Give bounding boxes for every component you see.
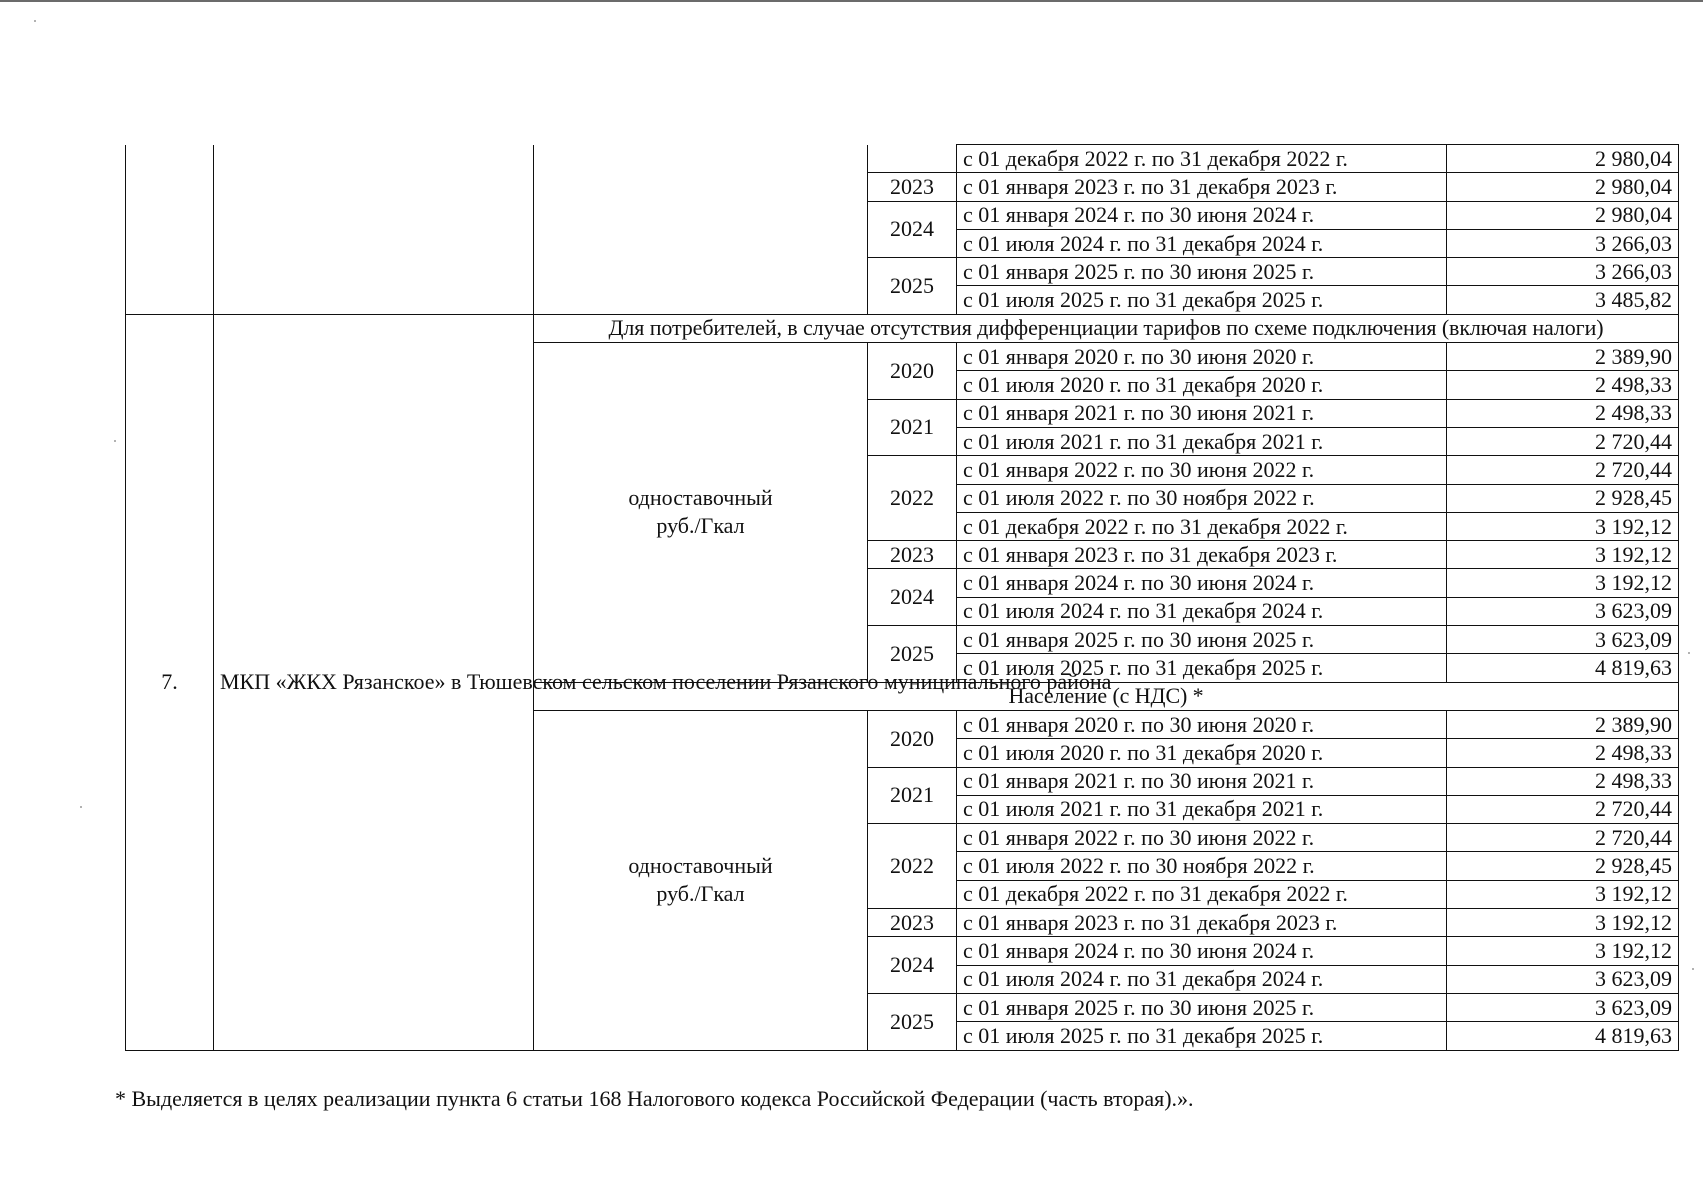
organization-name: МКП «ЖКХ Рязанское» в Тюшевском сельском поселении Рязанского муниципального района (214, 314, 534, 1050)
table-row (126, 145, 1679, 173)
period-cell: с 01 января 2022 г. по 30 июня 2022 г. (957, 456, 1447, 484)
period-cell: с 01 декабря 2022 г. по 31 декабря 2022 г. (957, 880, 1447, 908)
period-cell: с 01 января 2025 г. по 30 июня 2025 г. (957, 993, 1447, 1021)
period-cell: с 01 января 2023 г. по 31 декабря 2023 г. (957, 541, 1447, 569)
period-cell: с 01 января 2021 г. по 30 июня 2021 г. (957, 767, 1447, 795)
organization-cell (214, 145, 534, 315)
value-cell: 2 498,33 (1447, 739, 1679, 767)
value-cell: 3 623,09 (1447, 626, 1679, 654)
tariff-table (125, 144, 1679, 1051)
scan-speck (80, 806, 82, 808)
year-cell (868, 145, 957, 173)
tariff-type-label: одноставочный (628, 852, 773, 878)
number-cell (126, 145, 214, 315)
year-cell: 2025 (868, 993, 957, 1050)
value-cell: 2 720,44 (1447, 427, 1679, 455)
period-cell: с 01 июля 2021 г. по 31 декабря 2021 г. (957, 795, 1447, 823)
scan-speck (34, 20, 36, 22)
value-cell: 2 389,90 (1447, 343, 1679, 371)
value-cell: 2 720,44 (1447, 824, 1679, 852)
tariff-unit-label: руб./Гкал (656, 881, 745, 907)
period-cell: с 01 декабря 2022 г. по 31 декабря 2022 г. (957, 145, 1447, 173)
period-cell: с 01 июля 2025 г. по 31 декабря 2025 г. (957, 1022, 1447, 1050)
value-cell: 3 485,82 (1447, 286, 1679, 314)
value-cell: 4 819,63 (1447, 654, 1679, 682)
value-cell: 3 266,03 (1447, 258, 1679, 286)
year-cell: 2024 (868, 937, 957, 994)
year-cell: 2024 (868, 201, 957, 258)
value-cell: 2 928,45 (1447, 484, 1679, 512)
period-cell: с 01 июля 2022 г. по 30 ноября 2022 г. (957, 852, 1447, 880)
value-cell: 3 192,12 (1447, 512, 1679, 540)
value-cell: 2 720,44 (1447, 456, 1679, 484)
value-cell: 2 980,04 (1447, 201, 1679, 229)
tariff-unit-label: руб./Гкал (656, 513, 745, 539)
period-cell: с 01 января 2021 г. по 30 июня 2021 г. (957, 399, 1447, 427)
period-cell: с 01 января 2022 г. по 30 июня 2022 г. (957, 824, 1447, 852)
table-row (126, 314, 1679, 342)
period-cell: с 01 января 2023 г. по 31 декабря 2023 г. (957, 909, 1447, 937)
scan-speck (1688, 652, 1690, 654)
year-cell: 2023 (868, 173, 957, 201)
year-cell: 2023 (868, 541, 957, 569)
value-cell: 2 389,90 (1447, 710, 1679, 738)
value-cell: 3 192,12 (1447, 909, 1679, 937)
year-cell: 2024 (868, 569, 957, 626)
footnote: * Выделяется в целях реализации пункта 6 статьи 168 Налогового кодекса Российской Федерации (часть вторая).». (115, 1086, 1194, 1111)
value-cell: 4 819,63 (1447, 1022, 1679, 1050)
value-cell: 2 498,33 (1447, 399, 1679, 427)
period-cell: с 01 января 2024 г. по 30 июня 2024 г. (957, 569, 1447, 597)
year-cell: 2022 (868, 456, 957, 541)
value-cell: 3 192,12 (1447, 937, 1679, 965)
tariff-type-label: одноставочный (628, 484, 773, 510)
period-cell: с 01 июля 2025 г. по 31 декабря 2025 г. (957, 286, 1447, 314)
period-cell: с 01 июля 2024 г. по 31 декабря 2024 г. (957, 229, 1447, 257)
period-cell: с 01 декабря 2022 г. по 31 декабря 2022 г. (957, 512, 1447, 540)
value-cell: 3 623,09 (1447, 597, 1679, 625)
entry-number: 7. (126, 314, 214, 1050)
period-cell: с 01 июля 2021 г. по 31 декабря 2021 г. (957, 427, 1447, 455)
value-cell: 3 266,03 (1447, 229, 1679, 257)
tariff-table-body (126, 145, 1679, 1051)
value-cell: 2 720,44 (1447, 795, 1679, 823)
period-cell: с 01 января 2020 г. по 30 июня 2020 г. (957, 710, 1447, 738)
value-cell: 2 980,04 (1447, 145, 1679, 173)
year-cell: 2022 (868, 824, 957, 909)
period-cell: с 01 января 2024 г. по 30 июня 2024 г. (957, 937, 1447, 965)
value-cell: 3 192,12 (1447, 569, 1679, 597)
period-cell: с 01 января 2024 г. по 30 июня 2024 г. (957, 201, 1447, 229)
section-title: Для потребителей, в случае отсутствия дифференциации тарифов по схеме подключения (включая налоги) (534, 314, 1679, 342)
scan-speck (1692, 968, 1694, 970)
year-cell: 2025 (868, 626, 957, 683)
tariff-type-cell (534, 710, 868, 1050)
value-cell: 3 623,09 (1447, 993, 1679, 1021)
scan-speck (114, 440, 116, 442)
value-cell: 3 192,12 (1447, 541, 1679, 569)
year-cell: 2021 (868, 399, 957, 456)
year-cell: 2021 (868, 767, 957, 824)
value-cell: 2 498,33 (1447, 767, 1679, 795)
year-cell: 2020 (868, 343, 957, 400)
period-cell: с 01 июля 2020 г. по 31 декабря 2020 г. (957, 739, 1447, 767)
period-cell: с 01 июля 2020 г. по 31 декабря 2020 г. (957, 371, 1447, 399)
period-cell: с 01 января 2023 г. по 31 декабря 2023 г. (957, 173, 1447, 201)
period-cell: с 01 января 2025 г. по 30 июня 2025 г. (957, 258, 1447, 286)
tariff-type-cell (534, 343, 868, 683)
year-cell: 2025 (868, 258, 957, 315)
section-title: Население (с НДС) * (534, 682, 1679, 710)
value-cell: 2 928,45 (1447, 852, 1679, 880)
tariff-type-cell (534, 145, 868, 315)
year-cell: 2020 (868, 710, 957, 767)
value-cell: 3 623,09 (1447, 965, 1679, 993)
period-cell: с 01 января 2020 г. по 30 июня 2020 г. (957, 343, 1447, 371)
value-cell: 2 980,04 (1447, 173, 1679, 201)
page-top-rule (0, 0, 1703, 2)
period-cell: с 01 января 2025 г. по 30 июня 2025 г. (957, 626, 1447, 654)
value-cell: 3 192,12 (1447, 880, 1679, 908)
period-cell: с 01 июля 2022 г. по 30 ноября 2022 г. (957, 484, 1447, 512)
value-cell: 2 498,33 (1447, 371, 1679, 399)
period-cell: с 01 июля 2024 г. по 31 декабря 2024 г. (957, 597, 1447, 625)
period-cell: с 01 июля 2024 г. по 31 декабря 2024 г. (957, 965, 1447, 993)
year-cell: 2023 (868, 909, 957, 937)
period-cell: с 01 июля 2025 г. по 31 декабря 2025 г. (957, 654, 1447, 682)
